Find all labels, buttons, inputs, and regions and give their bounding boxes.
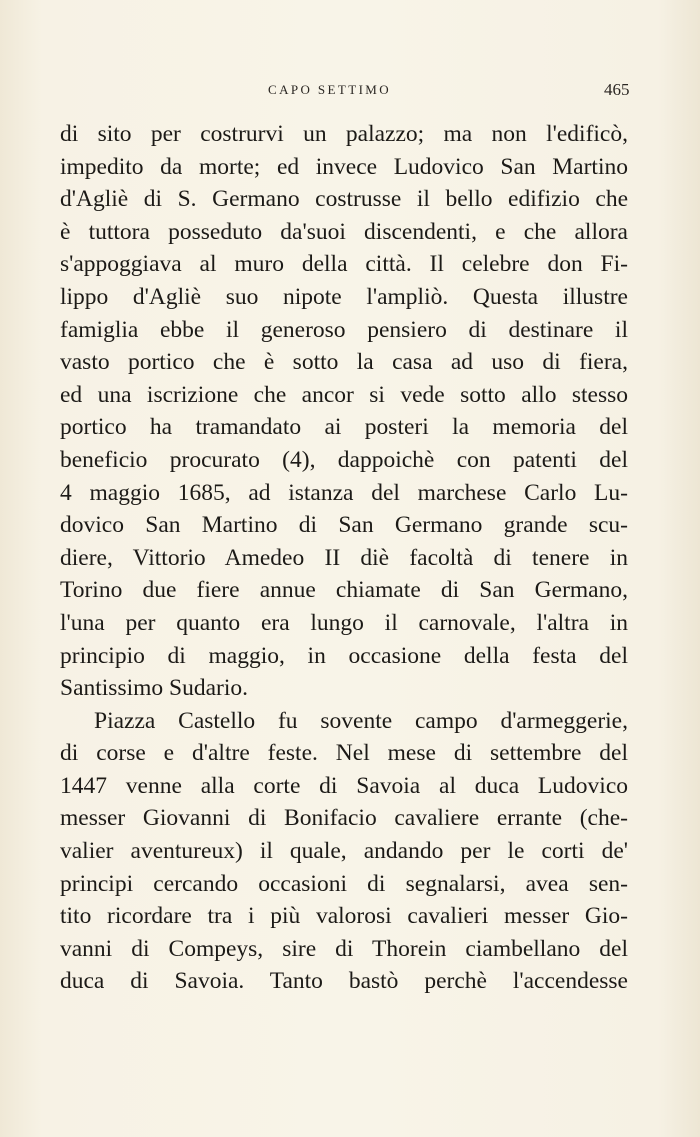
text-line: di sito per costrurvi un palazzo; ma non l'edificò, <box>60 121 628 147</box>
paragraph-2 <box>60 705 628 998</box>
text-line: d'Agliè di S. Germano costrusse il bello edifizio che <box>60 186 628 213</box>
running-head <box>0 80 700 102</box>
text-line: dovico San Martino di San Germano grande scu- <box>60 512 628 539</box>
running-title: CAPO SETTIMO <box>268 82 392 97</box>
text-line: messer Giovanni di Bonifacio cavaliere errante (che- <box>60 805 628 832</box>
text-line: principio di maggio, in occasione della festa del <box>60 642 628 669</box>
text-line: 4 maggio 1685, ad istanza del marchese Carlo Lu- <box>60 479 628 506</box>
text-line: principi cercando occasioni di segnalarsi, avea sen- <box>60 870 628 897</box>
text-line: duca di Savoia. Tanto bastò perchè l'accendesse <box>60 968 628 995</box>
text-line: impedito da morte; ed invece Ludovico San Martino <box>60 153 628 180</box>
body-text <box>60 118 628 998</box>
text-line: s'appoggiava al muro della città. Il celebre don Fi- <box>60 251 628 278</box>
text-line: valier aventureux) il quale, andando per le corti de' <box>60 838 628 865</box>
text-line: l'una per quanto era lungo il carnovale, l'altra in <box>60 609 628 636</box>
text-line: vasto portico che è sotto la casa ad uso di fiera, <box>60 349 628 376</box>
text-line: famiglia ebbe il generoso pensiero di destinare il <box>60 316 628 343</box>
text-line: beneficio procurato (4), dappoichè con patenti del <box>60 446 628 473</box>
text-line: di corse e d'altre feste. Nel mese di settembre del <box>60 740 628 767</box>
text-line: lippo d'Agliè suo nipote l'ampliò. Questa illustre <box>60 283 628 310</box>
text-line: vanni di Compeys, sire di Thorein ciambellano del <box>60 935 628 962</box>
text-line: diere, Vittorio Amedeo II diè facoltà di tenere in <box>60 544 628 571</box>
text-line: Piazza Castello fu sovente campo d'armeggerie, <box>94 707 628 734</box>
text-line: ed una iscrizione che ancor si vede sotto allo stesso <box>60 381 628 408</box>
text-line: tito ricordare tra i più valorosi cavalieri messer Gio- <box>60 903 628 930</box>
text-line: portico ha tramandato ai posteri la memoria del <box>60 414 628 441</box>
page-number: 465 <box>604 80 630 99</box>
text-line: Santissimo Sudario. <box>60 675 249 702</box>
text-line: 1447 venne alla corte di Savoia al duca Ludovico <box>60 772 628 799</box>
text-line: Torino due fiere annue chiamate di San Germano, <box>60 577 628 604</box>
paragraph-1 <box>60 118 628 705</box>
text-line: è tuttora posseduto da'suoi discendenti, e che allora <box>60 218 628 245</box>
